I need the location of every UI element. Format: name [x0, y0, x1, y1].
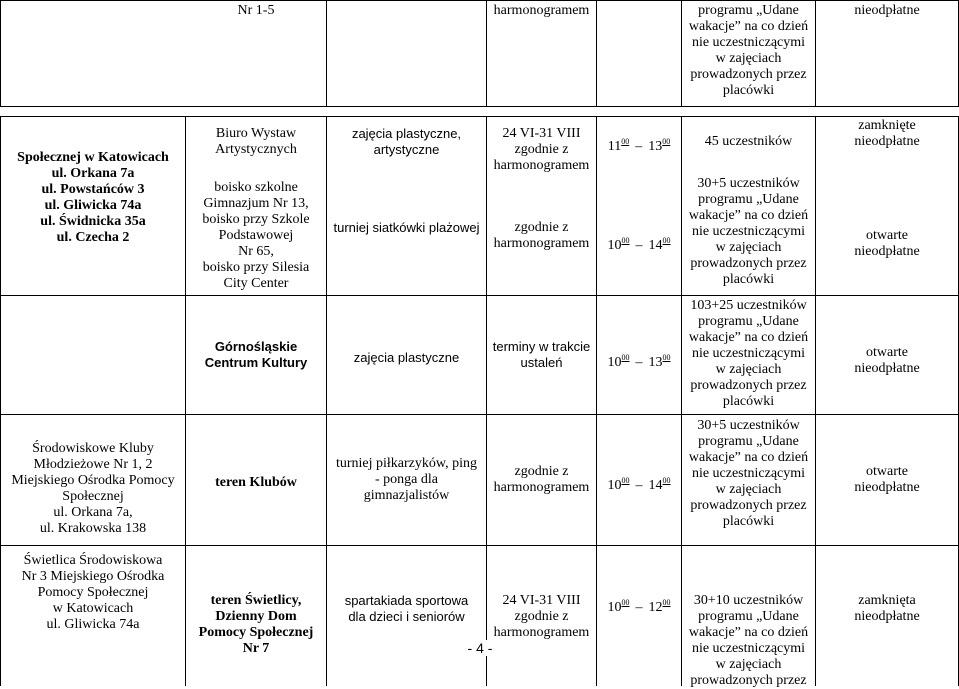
- schedule-line: terminy w trakcie: [492, 339, 591, 354]
- participants-line: 30+10 uczestników: [693, 593, 804, 608]
- status-line: nieodpłatne: [854, 361, 920, 376]
- venue-line: Górnośląskie: [214, 339, 298, 354]
- row-divider: [0, 106, 959, 107]
- col-divider: [326, 0, 327, 106]
- organizer-line: Środowiskowe Kluby: [32, 441, 154, 456]
- participants-line: nie uczestniczącymi: [691, 466, 806, 481]
- participants-line: nie uczestniczącymi: [691, 224, 806, 239]
- activity-line: gimnazjalistów: [363, 488, 450, 503]
- organizer-line: Społecznej w Katowicach: [17, 150, 169, 165]
- hours-cell: [597, 296, 681, 414]
- participants-line: 30+5 uczestników: [697, 418, 800, 433]
- status-cell: [816, 415, 958, 545]
- schedule-cell: [487, 296, 596, 414]
- participants-line: w zajęciach: [715, 482, 782, 497]
- participants-line: programu „Udane: [698, 3, 799, 18]
- hours-cell: [597, 595, 681, 616]
- status-line: otwarte: [866, 464, 908, 479]
- venue-line: Nr 65,: [238, 244, 274, 259]
- hours-range: $10^{00} - 12^{00}$: [607, 598, 671, 615]
- status-cell: [816, 3, 958, 19]
- venue-line: teren Klubów: [215, 475, 297, 490]
- organizer-line: Świetlica Środowiskowa: [23, 553, 163, 568]
- venue-cell: [186, 296, 326, 414]
- activity-line: turniej siatkówki plażowej: [333, 220, 480, 235]
- participants-line: w zajęciach: [715, 51, 782, 66]
- status-line: otwarte: [866, 228, 908, 243]
- participants-line: nie uczestniczącymi: [691, 346, 806, 361]
- participants-line: programu „Udane: [698, 609, 799, 624]
- venue-cell: [186, 3, 326, 19]
- participants-line: programu „Udane: [698, 314, 799, 329]
- schedule-line: harmonogramem: [493, 480, 590, 495]
- organizer-line: Pomocy Społecznej: [37, 585, 149, 600]
- status-cell: [816, 593, 958, 625]
- participants-line: placówki: [722, 514, 775, 529]
- venue-line: boisko przy Szkole: [202, 212, 310, 227]
- activity-cell: [327, 593, 486, 625]
- organizer-line: ul. Czecha 2: [56, 230, 130, 245]
- schedule-line: zgodnie z: [514, 609, 569, 624]
- participants-line: placówki: [722, 272, 775, 287]
- organizer-line: Miejskiego Ośrodka Pomocy: [11, 473, 175, 488]
- organizer-line: ul. Gliwicka 74a: [44, 198, 142, 213]
- participants-cell: [682, 593, 815, 689]
- organizer-line: Społecznej: [62, 489, 124, 504]
- participants-line: wakacje” na co dzień: [688, 208, 809, 223]
- venue-line: boisko przy Silesia: [202, 260, 310, 275]
- participants-line: prowadzonych przez: [690, 256, 807, 271]
- organizer-cell: [1, 553, 185, 633]
- organizer-line: ul. Powstańców 3: [41, 182, 145, 197]
- participants-line: wakacje” na co dzień: [688, 450, 809, 465]
- schedule-line: 24 VI-31 VIII: [502, 126, 581, 141]
- organizer-line: ul. Gliwicka 74a: [46, 617, 140, 632]
- participants-line: w zajęciach: [715, 240, 782, 255]
- schedule-line: zgodnie z: [514, 464, 569, 479]
- activity-line: zajęcia plastyczne,: [351, 126, 462, 141]
- status-line: zamknięte: [858, 118, 916, 133]
- participants-line: 30+5 uczestników: [697, 176, 800, 191]
- hours-range: $10^{00} - 14^{00}$: [607, 475, 671, 493]
- venue-line: Dzienny Dom: [215, 609, 297, 624]
- venue-line: Pomocy Społecznej: [198, 625, 314, 640]
- hours-cell: [597, 415, 681, 545]
- participants-cell: [682, 3, 815, 99]
- activity-line: spartakiada sportowa: [344, 593, 469, 608]
- venue-text: Nr 1-5: [237, 3, 275, 18]
- activity-cell: [327, 296, 486, 414]
- organizer-line: ul. Orkana 7a: [51, 166, 135, 181]
- participants-line: prowadzonych przez: [690, 378, 807, 393]
- status-text: nieodpłatne: [854, 3, 920, 18]
- hours-cell: [597, 134, 681, 254]
- schedule-cell: [487, 126, 596, 252]
- page-number: - 4 -: [455, 640, 505, 656]
- venue-line: teren Świetlicy,: [210, 593, 302, 608]
- venue-cell: [186, 415, 326, 545]
- col-divider: [596, 0, 597, 106]
- participants-line: programu „Udane: [698, 192, 799, 207]
- participants-line: nie uczestniczącymi: [691, 641, 806, 656]
- status-cell: [816, 118, 958, 260]
- participants-line: w zajęciach: [715, 362, 782, 377]
- status-cell: [816, 296, 958, 414]
- activity-line: artystyczne: [373, 142, 440, 157]
- participants-line: 103+25 uczestników: [690, 298, 807, 313]
- schedule-line: harmonogramem: [493, 236, 590, 251]
- organizer-line: Nr 3 Miejskiego Ośrodka: [21, 569, 165, 584]
- status-line: nieodpłatne: [854, 480, 920, 495]
- organizer-line: ul. Orkana 7a,: [53, 505, 133, 520]
- participants-cell: [682, 418, 815, 530]
- venue-cell: [186, 593, 326, 657]
- participants-line: prowadzonych przez: [690, 673, 807, 688]
- participants-line: 45 uczestników: [704, 134, 793, 149]
- organizer-line: ul. Krakowska 138: [39, 521, 147, 536]
- status-line: nieodpłatne: [854, 134, 920, 149]
- schedule-line: 24 VI-31 VIII: [502, 593, 581, 608]
- organizer-cell: [1, 415, 185, 545]
- venue-line: Nr 7: [242, 641, 270, 656]
- schedule-text: harmonogramem: [493, 3, 590, 18]
- participants-line: placówki: [722, 83, 775, 98]
- participants-line: prowadzonych przez: [690, 498, 807, 513]
- schedule-line: harmonogramem: [493, 158, 590, 173]
- venue-line: Artystycznych: [215, 142, 297, 157]
- schedule-line: ustaleń: [520, 355, 563, 370]
- activity-line: dla dzieci i seniorów: [348, 609, 465, 624]
- status-line: nieodpłatne: [854, 609, 920, 624]
- hours-range: $10^{00} - 13^{00}$: [607, 352, 671, 370]
- venue-line: boisko szkolne: [214, 180, 298, 195]
- status-line: otwarte: [866, 345, 908, 360]
- venue-line: Podstawowej: [218, 228, 294, 243]
- participants-line: nie uczestniczącymi: [691, 35, 806, 50]
- organizer-line: ul. Świdnicka 35a: [40, 214, 146, 229]
- participants-line: wakacje” na co dzień: [688, 625, 809, 640]
- participants-cell: [682, 298, 815, 410]
- venue-cell: [186, 126, 326, 292]
- hours-range: $10^{00} - 14^{00}$: [607, 236, 671, 253]
- activity-line: zajęcia plastyczne: [353, 350, 460, 365]
- venue-line: City Center: [223, 276, 289, 291]
- participants-line: w zajęciach: [715, 657, 782, 672]
- organizer-line: Młodzieżowe Nr 1, 2: [33, 457, 153, 472]
- activity-line: turniej piłkarzyków, ping: [335, 456, 477, 471]
- schedule-cell: [487, 415, 596, 545]
- participants-line: placówki: [722, 394, 775, 409]
- activity-line: - ponga dla: [375, 472, 438, 487]
- participants-line: programu „Udane: [698, 434, 799, 449]
- schedule-line: zgodnie z: [514, 142, 569, 157]
- participants-line: prowadzonych przez: [690, 67, 807, 82]
- participants-line: wakacje” na co dzień: [688, 330, 809, 345]
- participants-cell: [682, 134, 815, 288]
- participants-line: wakacje” na co dzień: [688, 19, 809, 34]
- venue-line: Centrum Kultury: [204, 355, 308, 370]
- activity-cell: [327, 415, 486, 545]
- hours-range: $11^{00} - 13^{00}$: [607, 137, 671, 154]
- schedule-line: harmonogramem: [493, 625, 590, 640]
- venue-line: Biuro Wystaw: [215, 126, 297, 141]
- status-line: nieodpłatne: [854, 244, 920, 259]
- col-divider: [0, 0, 1, 106]
- organizer-cell: [1, 150, 185, 246]
- schedule-cell: [487, 593, 596, 641]
- organizer-line: w Katowicach: [52, 601, 134, 616]
- schedule-cell: [487, 3, 596, 19]
- venue-line: Gimnazjum Nr 13,: [203, 196, 309, 211]
- status-line: zamknięta: [858, 593, 916, 608]
- schedule-line: zgodnie z: [514, 220, 569, 235]
- activity-cell: [327, 126, 486, 236]
